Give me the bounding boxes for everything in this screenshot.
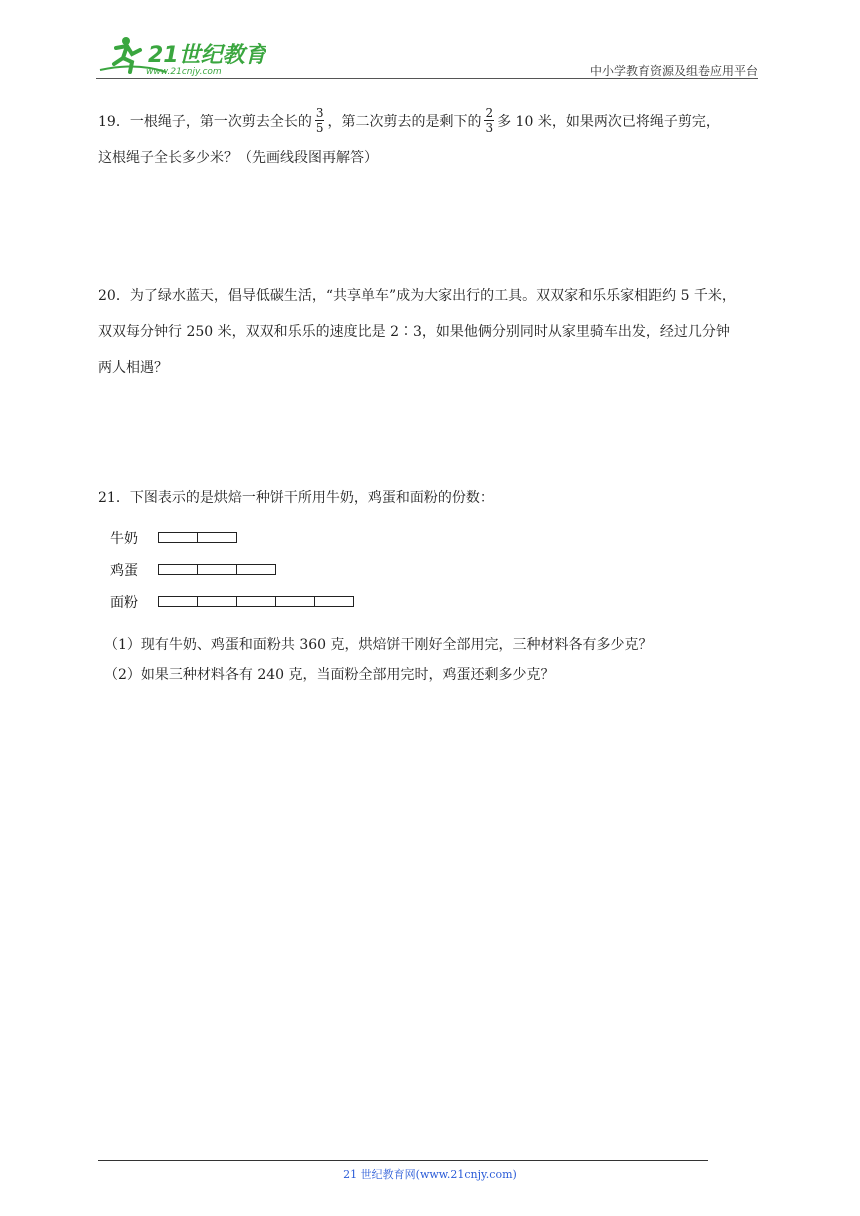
site-logo[interactable] — [96, 32, 266, 78]
question-21 — [98, 480, 762, 516]
bar-segments — [158, 532, 237, 543]
footer-link[interactable]: 21 世纪教育网(www.21cnjy.com) — [343, 1168, 517, 1181]
question-20 — [98, 278, 762, 386]
q21-intro: 21．下图表示的是烘焙一种饼干所用牛奶，鸡蛋和面粉的份数： — [98, 490, 494, 506]
bar-row-egg — [110, 558, 410, 590]
logo-text: 21世纪教育 — [148, 43, 266, 68]
bar-part — [158, 596, 198, 607]
fraction-three-fifths — [315, 106, 325, 135]
q19-line2: 这根绳子全长多少米？（先画线段图再解答） — [98, 150, 378, 166]
runner-icon — [96, 32, 266, 78]
q20-line3: 两人相遇？ — [98, 360, 168, 376]
frac-numerator: 3 — [315, 105, 324, 120]
bar-part — [236, 564, 276, 575]
bar-part — [158, 564, 198, 575]
frac-numerator: 2 — [485, 105, 494, 120]
q20-line1: 20．为了绿水蓝天，倡导低碳生活，“共享单车”成为大家出行的工具。双双家和乐乐家相距约 5 千米， — [98, 288, 736, 304]
q19-text-c: 多 10 米，如果两次已将绳子剪完， — [497, 114, 720, 130]
page-header — [96, 32, 758, 78]
q19-text-b: ，第二次剪去的是剩下的 — [327, 114, 482, 130]
bar-row-milk — [110, 526, 410, 558]
bar-label: 牛奶 — [110, 531, 138, 547]
frac-denominator: 5 — [315, 120, 324, 135]
bar-label: 面粉 — [110, 595, 138, 611]
bar-part — [275, 596, 315, 607]
bar-part — [197, 564, 237, 575]
bar-part — [158, 532, 198, 543]
ingredient-bar-diagram — [110, 526, 410, 622]
site-name: 中小学教育资源及组卷应用平台 — [589, 64, 758, 78]
bar-row-flour — [110, 590, 410, 622]
bar-part — [236, 596, 276, 607]
question-19 — [98, 104, 762, 176]
footer-divider — [98, 1160, 708, 1161]
bar-part — [197, 596, 237, 607]
bar-label: 鸡蛋 — [110, 563, 138, 579]
logo-url: www.21cnjy.com — [146, 67, 222, 77]
question-21-parts — [104, 630, 764, 690]
bar-segments — [158, 596, 354, 607]
q19-text-a: 19．一根绳子，第一次剪去全长的 — [98, 114, 312, 130]
q21-sub1: （1）现有牛奶、鸡蛋和面粉共 360 克，烘焙饼干刚好全部用完，三种材料各有多少克？ — [104, 637, 653, 653]
q19-line1 — [98, 104, 762, 140]
bar-part — [314, 596, 354, 607]
bar-part — [197, 532, 237, 543]
bar-segments — [158, 564, 276, 575]
fraction-two-thirds — [484, 106, 494, 135]
q20-line2: 双双每分钟行 250 米，双双和乐乐的速度比是 2∶3，如果他俩分别同时从家里骑车出发，经过几分钟 — [98, 324, 730, 340]
header-divider — [96, 78, 758, 79]
q21-sub2: （2）如果三种材料各有 240 克，当面粉全部用完时，鸡蛋还剩多少克？ — [104, 667, 555, 683]
frac-denominator: 3 — [485, 120, 494, 135]
